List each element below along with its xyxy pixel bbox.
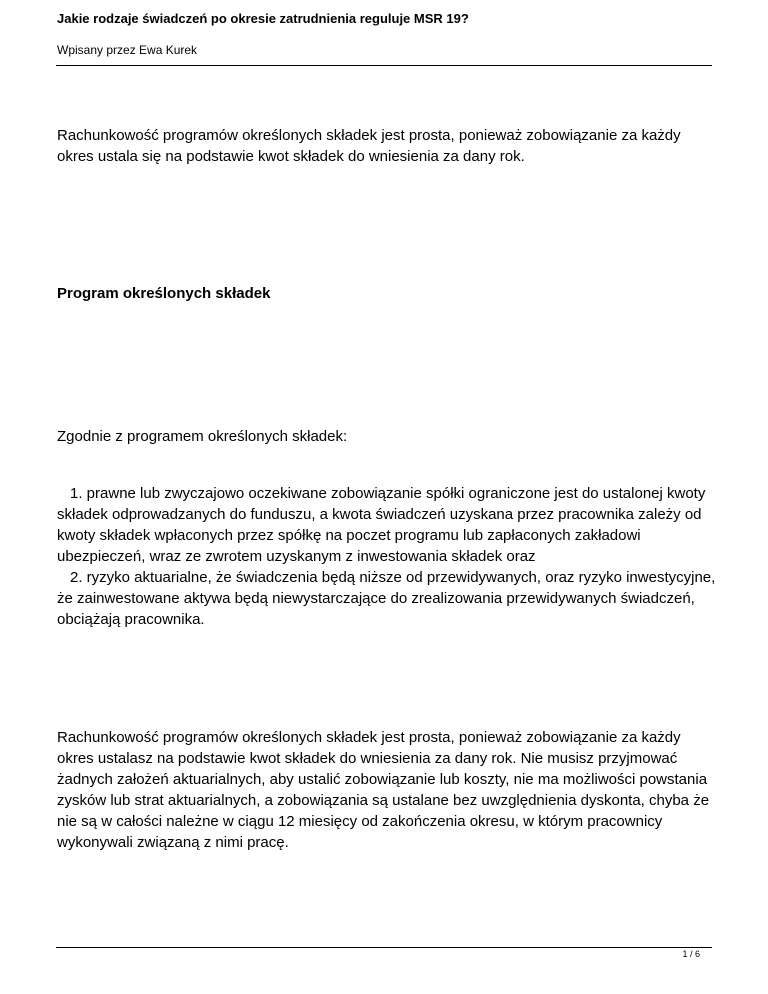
footer-divider	[56, 947, 712, 948]
author-line: Wpisany przez Ewa Kurek	[57, 43, 198, 57]
list-item: 1. prawne lub zwyczajowo oczekiwane zobowiązanie spółki ograniczone jest do ustalonej kwoty składek odprowadzanych do funduszu, a kwota świadczeń uzyskana przez pracownika zależy od kwoty składek wpłaconych przez spółkę na poczet programu lub zapłaconych zakładowi ubezpieczeń, wraz ze zwrotem uzyskanym z inwestowania składek oraz	[57, 485, 706, 565]
section-heading: Program określonych składek	[57, 285, 271, 302]
list-intro: Zgodnie z programem określonych składek:	[57, 428, 348, 445]
page-number: 1 / 6	[682, 949, 700, 959]
article-title: Jakie rodzaje świadczeń po okresie zatrudnienia reguluje MSR 19?	[57, 11, 469, 26]
intro-paragraph: Rachunkowość programów określonych składek jest prosta, ponieważ zobowiązanie za każdy okres ustala się na podstawie kwot składek do wniesienia za dany rok.	[57, 127, 681, 165]
header-divider	[56, 65, 712, 66]
conditions-list	[57, 483, 717, 630]
list-item: 2. ryzyko aktuarialne, że świadczenia będą niższe od przewidywanych, oraz ryzyko inwestycyjne, że zainwestowane aktywa będą niewystarczające do zrealizowania przewidywanych świadczeń, obciążają pracownika.	[57, 569, 716, 628]
closing-paragraph: Rachunkowość programów określonych składek jest prosta, ponieważ zobowiązanie za każdy okres ustalasz na podstawie kwot składek do wniesienia za dany rok. Nie musisz przyjmować żadnych założeń aktuarialnych, aby ustalić zobowiązanie lub koszty, nie ma możliwości powstania zysków lub strat aktuarialnych, a zobowiązania są ustalane bez uwzględnienia dyskonta, chyba że nie są w całości należne w ciągu 12 miesięcy od zakończenia okresu, w którym pracownicy wykonywali związaną z nimi pracę.	[57, 729, 710, 851]
